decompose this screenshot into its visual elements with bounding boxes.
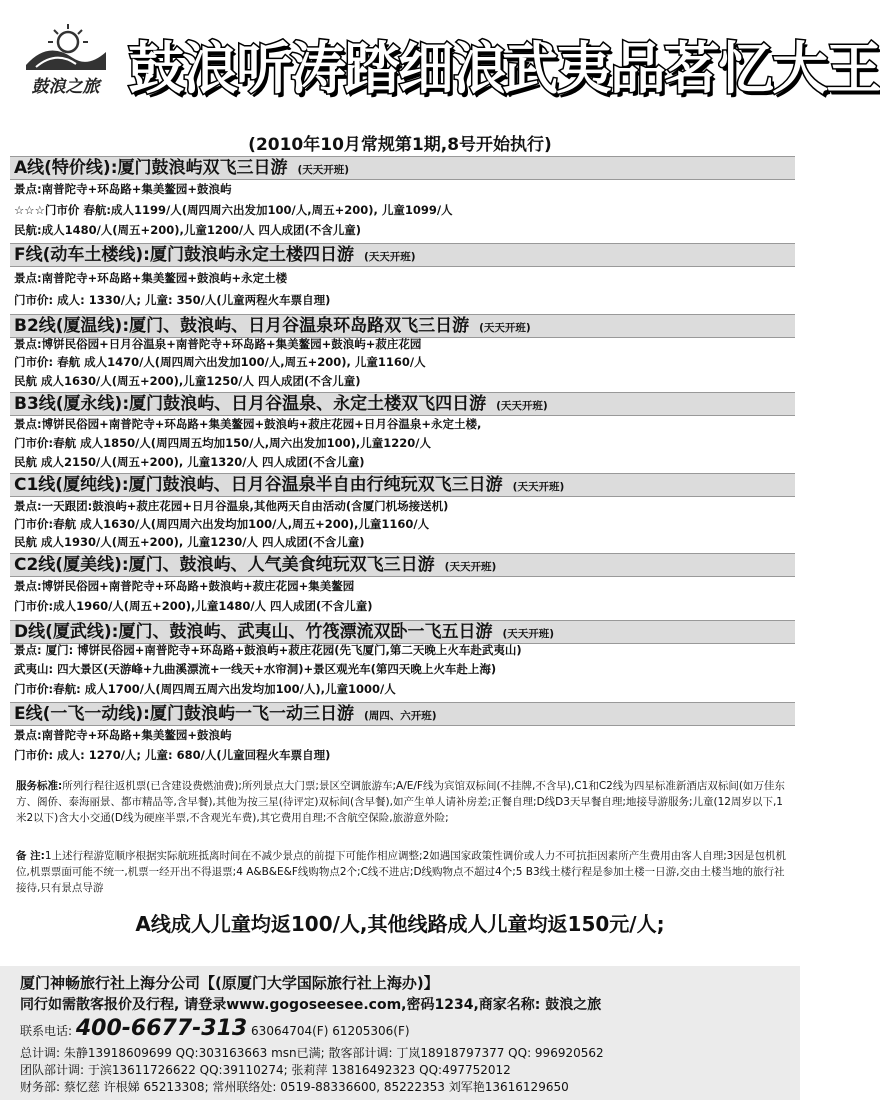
service-label: 服务标准: xyxy=(16,780,63,792)
route-title: E线(一飞一动线):厦门鼓浪屿一飞一动三日游 xyxy=(14,704,354,724)
route-line: ☆☆☆门市价 春航:成人1199/人(周四周六出发加100/人,周五+200), 儿童1099/人 xyxy=(14,203,453,217)
route-title: D线(厦武线):厦门、鼓浪屿、武夷山、竹筏漂流双卧一飞五日游 xyxy=(14,622,493,642)
route-a-header xyxy=(10,156,795,180)
route-line: 景点: 厦门: 博饼民俗园+南普陀寺+环岛路+鼓浪屿+菽庄花园(先飞厦门,第二天晚上火车赴武夷山) xyxy=(14,643,522,657)
route-line: 门市价: 成人: 1330/人; 儿童: 350/人(儿童两程火车票自理) xyxy=(14,293,331,307)
route-tag: (天天开班) xyxy=(479,322,531,334)
route-line: 景点:博饼民俗园+南普陀寺+环岛路+鼓浪屿+菽庄花园+集美鳌园 xyxy=(14,579,355,593)
route-line: 景点:南普陀寺+环岛路+集美鳌园+鼓浪屿 xyxy=(14,728,232,742)
route-title: B2线(厦温线):厦门、鼓浪屿、日月谷温泉环岛路双飞三日游 xyxy=(14,316,470,336)
route-title: A线(特价线):厦门鼓浪屿双飞三日游 xyxy=(14,158,288,178)
sun-wave-logo-icon xyxy=(18,20,113,75)
remarks-text: 1上述行程游览顺序根据实际航班抵离时间在不减少景点的前提下可能作相应调整;2如遇国家政策性调价或人力不可抗拒因素所产生费用由客人自理;3因是包机机位,机票票面可能不统一,机票一经开出不得退票;4 A&B&E&F线购物点2个;C线不进店;D线购物点不超过4个;5 B3线土楼行程是参加土楼一日游,交由土楼当地的旅行社接待,只有景点导游 xyxy=(16,850,786,894)
hotline-number: 400-6677-313 xyxy=(75,1016,248,1041)
route-b3-header xyxy=(10,392,795,416)
route-line: 民航 成人2150/人(周五+200), 儿童1320/人 四人成团(不含儿童) xyxy=(14,455,365,469)
route-line: 景点:博饼民俗园+南普陀寺+环岛路+集美鳌园+鼓浪屿+菽庄花园+日月谷温泉+永定土楼, xyxy=(14,417,482,431)
contact-line: 总计调: 朱静13918609699 QQ:303163663 msn已满; 散客部计调: 丁岚18918797377 QQ: 996920562 xyxy=(20,1046,604,1060)
route-line: 门市价: 成人: 1270/人; 儿童: 680/人(儿童回程火车票自理) xyxy=(14,748,331,762)
route-line: 景点:博饼民俗园+日月谷温泉+南普陀寺+环岛路+集美鳌园+鼓浪屿+菽庄花园 xyxy=(14,337,422,351)
route-line: 门市价: 春航 成人1470/人(周四周六出发加100/人,周五+200), 儿童1160/人 xyxy=(14,355,426,369)
route-line: 民航:成人1480/人(周五+200),儿童1200/人 四人成团(不含儿童) xyxy=(14,223,362,237)
headline-left: 鼓浪听涛踏细浪 xyxy=(128,37,506,102)
route-line: 景点:一天跟团:鼓浪屿+菽庄花园+日月谷温泉,其他两天自由活动(含厦门机场接送机) xyxy=(14,499,449,513)
route-tag: (天天开班) xyxy=(297,164,350,176)
route-line: 门市价:春航 成人1850/人(周四周五均加150/人,周六出发加100),儿童1220/人 xyxy=(14,436,431,450)
route-b2-header xyxy=(10,314,795,338)
fax-numbers: 63064704(F) 61205306(F) xyxy=(251,1024,410,1038)
route-line: 民航 成人1630/人(周五+200),儿童1250/人 四人成团(不含儿童) xyxy=(14,374,361,388)
route-d-header xyxy=(10,620,795,644)
route-tag: (天天开班) xyxy=(363,251,416,263)
remarks xyxy=(16,848,786,896)
company-name: 厦门神畅旅行社上海分公司【(原厦门大学国际旅行社上海办)】 xyxy=(20,974,439,992)
route-tag: (天天开班) xyxy=(496,400,548,412)
route-tag: (天天开班) xyxy=(444,561,497,573)
contact-line: 财务部: 蔡忆慈 许根娣 65213308; 常州联络处: 0519-88336600, 85222353 刘军艳13616129650 xyxy=(20,1080,569,1094)
route-tag: (周四、六开班) xyxy=(363,710,437,722)
headline-right: 武夷品茗忆大王 xyxy=(502,37,880,102)
route-line: 门市价:春航: 成人1700/人(周四周五周六出发均加100/人),儿童1000/人 xyxy=(14,682,396,696)
subtitle: (2010年10月常规第1期,8号开始执行) xyxy=(248,135,552,155)
route-c1-header xyxy=(10,473,795,497)
rebate-notice: A线成人儿童均返100/人,其他线路成人儿童均返150元/人; xyxy=(135,912,665,936)
website-line: 同行如需散客报价及行程, 请登录www.gogoseesee.com,密码1234,商家名称: 鼓浪之旅 xyxy=(20,997,602,1013)
phone-line xyxy=(20,1016,410,1041)
service-text: 所列行程往返机票(已含建设费燃油费);所列景点大门票;景区空调旅游车;A/E/F线为宾馆双标间(不挂牌,不含早),C1和C2线为四星标准新酒店双标间(如万佳东方、阁侨、泰海丽景、都市精品等,含早餐),其他为按三星(待评定)双标间(含早餐),如产生单人请补房差;正餐自理;D线D3天早餐自理;地接导游服务;儿童(12周岁以下,1米2以下)含大小交通(D线为硬座半票,不含观光车费),其它费用自理;不含航空保险,旅游意外险; xyxy=(16,780,785,824)
route-c2-header xyxy=(10,553,795,577)
route-f-header xyxy=(10,243,795,267)
route-line: 门市价:春航 成人1630/人(周四周六出发均加100/人,周五+200),儿童1160/人 xyxy=(14,517,430,531)
route-tag: (天天开班) xyxy=(502,628,555,640)
route-title: C2线(厦美线):厦门、鼓浪屿、人气美食纯玩双飞三日游 xyxy=(14,555,435,575)
service-standards xyxy=(16,778,786,826)
route-line: 民航 成人1930/人(周五+200), 儿童1230/人 四人成团(不含儿童) xyxy=(14,535,365,549)
logo xyxy=(18,20,113,110)
route-line: 门市价:成人1960/人(周五+200),儿童1480/人 四人成团(不含儿童) xyxy=(14,599,373,613)
contact-line: 团队部计调: 于滨13611726622 QQ:39110274; 张莉萍 13816492323 QQ:497752012 xyxy=(20,1063,511,1077)
route-line: 景点:南普陀寺+环岛路+集美鳌园+鼓浪屿 xyxy=(14,182,232,196)
phone-label: 联系电话: xyxy=(20,1024,73,1038)
route-title: C1线(厦纯线):厦门鼓浪屿、日月谷温泉半自由行纯玩双飞三日游 xyxy=(14,475,503,495)
footer xyxy=(0,966,800,1100)
route-e-header xyxy=(10,702,795,726)
logo-text: 鼓浪之旅 xyxy=(31,77,100,97)
route-line: 武夷山: 四大景区(天游峰+九曲溪漂流+一线天+水帘洞)+景区观光车(第四天晚上火车赴上海) xyxy=(14,662,497,676)
route-title: F线(动车土楼线):厦门鼓浪屿永定土楼四日游 xyxy=(14,245,354,265)
remarks-label: 备 注: xyxy=(16,850,45,862)
route-tag: (天天开班) xyxy=(512,481,565,493)
route-title: B3线(厦永线):厦门鼓浪屿、日月谷温泉、永定土楼双飞四日游 xyxy=(14,394,487,414)
route-line: 景点:南普陀寺+环岛路+集美鳌园+鼓浪屿+永定土楼 xyxy=(14,271,288,285)
